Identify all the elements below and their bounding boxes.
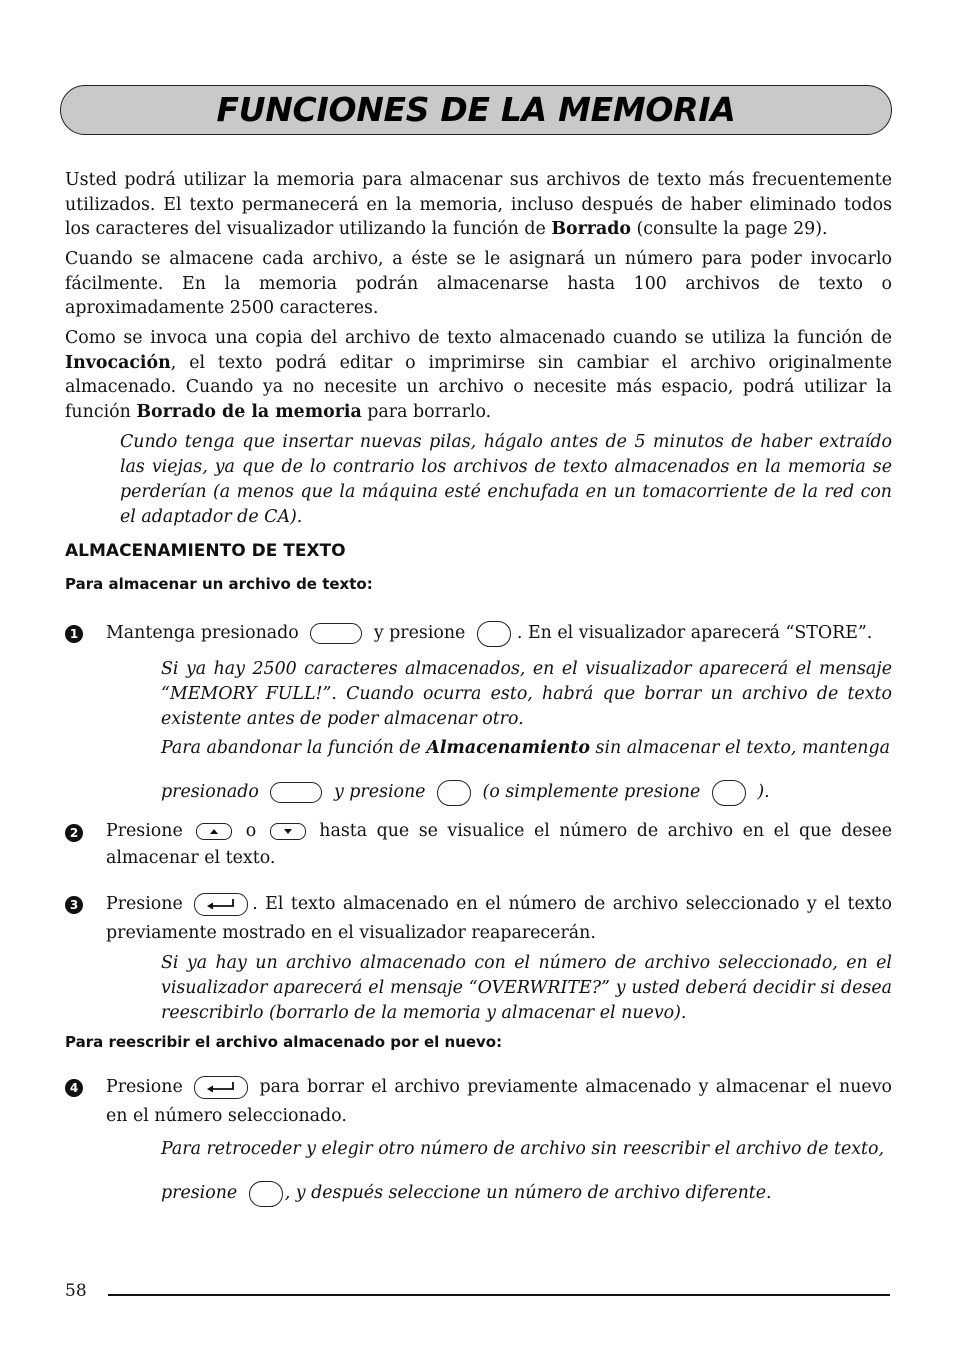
intro-p3-bold1: Invocación (65, 352, 171, 373)
step-1-note-1: Si ya hay 2500 caracteres almacenados, en el visualizador aparecerá el mensaje “MEMORY FULL!”. Cuando ocurra esto, habrá que borrar un archivo de texto existente antes de poder almacenar otro. (161, 659, 892, 729)
step-1-b: y presione (373, 623, 466, 643)
code-key-icon (270, 782, 322, 803)
step-number-4: 4 (65, 1079, 83, 1097)
step-1-text (106, 619, 892, 648)
step-1-note-2-line1 (161, 736, 892, 761)
intro-p3-b: , el texto podrá editar o imprimirse sin cambiar el archivo originalmente almacenado. Cuando ya no necesite un archivo o necesite más espacio, podrá utilizar la función (65, 352, 892, 422)
intro-p1-text: Usted podrá utilizar la memoria para almacenar sus archivos de texto más frecuentemente utilizados. El texto permanecerá en la memoria, incluso después de haber eliminado todos los caracteres del visualizador utilizando la función de (65, 170, 892, 239)
step-1-note2-a: Para abandonar la función de (161, 738, 427, 758)
battery-note: Cundo tenga que insertar nuevas pilas, hágalo antes de 5 minutos de haber extraído las viejas, ya que de lo contrario los archivos de texto almacenados en la memoria se perderían (a menos que la máquina esté enchufada en un tomacorriente de la red con el adaptador de CA). (120, 432, 892, 527)
step-1-note-2-line2 (161, 778, 892, 807)
step-1-note2-f: ). (757, 782, 770, 802)
intro-p3-bold2: Borrado de la memoria (136, 401, 362, 422)
step-2-c: hasta que se visualice el número de archivo en el que desee almacenar el texto. (106, 821, 893, 868)
step-number-3: 3 (65, 896, 83, 914)
step-4-note-b: presione (161, 1183, 238, 1203)
step-4-b: para borrar el archivo previamente almacenado y almacenar el nuevo en el número seleccionado. (106, 1077, 893, 1126)
intro-p1-tail: (consulte la page 29). (630, 219, 828, 239)
up-arrow-key-icon (196, 823, 232, 840)
cancel-key-icon (712, 780, 746, 806)
code-key-icon (310, 623, 362, 644)
step-4-note-c: , y después seleccione un número de archivo diferente. (284, 1183, 772, 1203)
clear-key-icon (249, 1181, 283, 1207)
subheading-store: Para almacenar un archivo de texto: (65, 575, 373, 593)
step-2-a: Presione (106, 821, 183, 841)
intro-paragraph-1 (65, 168, 892, 242)
step-4-a: Presione (106, 1077, 183, 1097)
step-4-text (106, 1073, 892, 1131)
step-1-note2-e: (o simplemente presione (482, 782, 701, 802)
step-3-note: Si ya hay un archivo almacenado con el número de archivo seleccionado, en el visualizador aparecerá el mensaje “OVERWRITE?” y usted deberá decidir si desea reescribirlo (borrarlo de la memoria y almacenar el nuevo). (161, 953, 892, 1023)
intro-paragraph-3 (65, 326, 892, 424)
step-1-note2-bold: Almacenamiento (426, 738, 591, 758)
intro-paragraph-2: Cuando se almacene cada archivo, a éste se le asignará un número para poder invocarlo fácilmente. En la memoria podrán almacenarse hasta 100 archivos de texto o aproximadamente 2500 caracteres. (65, 249, 892, 318)
step-4-note-line1: Para retroceder y elegir otro número de archivo sin reescribir el archivo de texto, (161, 1139, 885, 1159)
page-title: FUNCIONES DE LA MEMORIA (216, 90, 736, 129)
step-3-b: . El texto almacenado en el número de archivo seleccionado y el texto previamente mostrado en el visualizador reaparecerán. (106, 894, 893, 943)
step-3-a: Presione (106, 894, 183, 914)
step-number-2: 2 (65, 824, 83, 842)
enter-key-icon (194, 893, 248, 916)
step-1-note2-c: presionado (161, 782, 259, 802)
subheading-overwrite: Para reescribir el archivo almacenado por el nuevo: (65, 1033, 503, 1051)
intro-p3-a: Como se invoca una copia del archivo de texto almacenado cuando se utiliza la función de (65, 328, 892, 348)
step-1-note2-d: y presione (333, 782, 426, 802)
step-2-text (106, 818, 892, 872)
down-arrow-key-icon (270, 823, 306, 840)
memory-key-icon (477, 621, 511, 647)
clear-key-icon (437, 780, 471, 806)
intro-p3-c: para borrarlo. (361, 401, 492, 422)
step-3-text (106, 890, 892, 948)
enter-key-icon (194, 1076, 248, 1099)
section-heading: ALMACENAMIENTO DE TEXTO (65, 541, 346, 561)
step-4-note-line2 (161, 1179, 892, 1208)
step-2-b: o (245, 821, 257, 841)
step-1-note2-b: sin almacenar el texto, mantenga (590, 738, 891, 758)
intro-p1-bold: Borrado (551, 219, 631, 239)
step-1-a: Mantenga presionado (106, 623, 299, 643)
title-banner (60, 85, 892, 135)
footer-rule (108, 1294, 890, 1296)
step-number-1: 1 (65, 625, 83, 643)
page-number: 58 (65, 1281, 87, 1301)
step-1-c: . En el visualizador aparecerá “STORE”. (516, 623, 873, 643)
